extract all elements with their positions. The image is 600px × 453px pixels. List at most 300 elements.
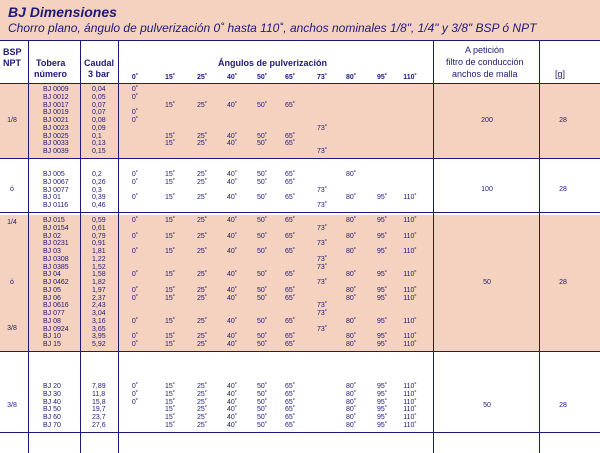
flow-value: 1,22 [92,255,106,263]
column-divider-4 [539,40,540,453]
angle-value: 110˚ [403,421,417,429]
angle-value: 25˚ [196,232,208,240]
angle-value: 95˚ [376,317,388,325]
angle-value: 0˚ [131,317,139,325]
angle-value: 80˚ [345,341,357,348]
angle-value: 0˚ [131,178,139,186]
flow-value: 0,07 [92,101,106,109]
angle-value: 73˚ [316,148,328,155]
column-divider-0 [28,40,29,453]
column-divider-2 [118,40,119,453]
angle-value: 25˚ [196,421,208,429]
header-angle-9: 110˚ [403,74,417,81]
tobera-number: BJ 0067 [43,178,69,186]
flow-value: 27,6 [92,421,106,429]
flow-value: 0,05 [92,93,106,101]
angle-value: 110˚ [403,217,417,224]
header-peso: [g] [555,69,566,79]
tobera-number: BJ 0019 [43,109,69,117]
angle-value: 40˚ [226,217,238,224]
angle-value: 15˚ [164,271,176,279]
flow-value: 11,8 [92,390,106,398]
flow-value: 1,52 [92,263,106,271]
angle-value: 40˚ [226,383,238,390]
angle-value: 80˚ [345,383,357,390]
angle-value: 95˚ [376,421,388,429]
tobera-number: BJ 40 [43,398,61,406]
angle-value: 80˚ [345,317,357,325]
angle-value: 25˚ [196,398,208,406]
angle-value: 15˚ [164,398,176,406]
angle-value: 95˚ [376,286,388,294]
flow-value: 19,7 [92,406,106,414]
angle-value: 65˚ [284,194,296,202]
group-bottom-line [0,432,600,433]
header-angle-8: 95˚ [376,74,388,81]
angle-value: 110˚ [403,317,417,325]
angle-value: 50˚ [256,421,268,429]
angle-value: 40˚ [226,333,238,341]
angle-value: 65˚ [284,406,296,414]
angle-value: 65˚ [284,232,296,240]
angle-value: 65˚ [284,286,296,294]
angle-value: 25˚ [196,390,208,398]
group-bottom-line [0,351,600,352]
group-size: ó [10,278,14,286]
angle-value: 40˚ [226,232,238,240]
group-weight: 28 [559,116,567,124]
tobera-number: BJ 077 [43,310,65,317]
angle-value: 95˚ [376,406,388,414]
angle-value: 40˚ [226,390,238,398]
angle-value: 25˚ [196,101,208,109]
flow-value: 0,08 [92,117,106,124]
flow-value: 0,79 [92,232,106,240]
tobera-number: BJ 06 [43,294,61,302]
group-size: ó [10,186,14,194]
header-bsp: BSP [3,47,22,57]
angle-value: 65˚ [284,294,296,302]
angle-value: 50˚ [256,383,268,390]
group-size: 1/8 [7,116,17,124]
angle-value: 110˚ [403,333,417,341]
angle-value: 65˚ [284,271,296,279]
header-tobera: Tobera [36,58,66,68]
angle-value: 25˚ [196,317,208,325]
tobera-number: BJ 70 [43,421,61,429]
angle-value: 0˚ [131,248,139,255]
angle-value: 65˚ [284,140,296,148]
group-weight: 28 [559,278,567,286]
angle-value: 80˚ [345,414,357,421]
angle-value: 40˚ [226,171,238,178]
angle-value: 65˚ [284,101,296,109]
angle-value: 25˚ [196,333,208,341]
tobera-number: BJ 015 [43,217,65,224]
flow-value: 0,1 [92,132,102,140]
angle-value: 73˚ [316,202,328,209]
angle-value: 50˚ [256,101,268,109]
angle-value: 95˚ [376,271,388,279]
angle-value: 15˚ [164,294,176,302]
angle-value: 73˚ [316,255,328,263]
angle-value: 25˚ [196,140,208,148]
group-weight: 28 [559,186,567,194]
angle-value: 15˚ [164,286,176,294]
angle-value: 15˚ [164,421,176,429]
header-angle-2: 25˚ [196,74,208,81]
angle-value: 73˚ [316,279,328,286]
tobera-number: BJ 01 [43,194,61,202]
angle-value: 0˚ [131,217,139,224]
angle-value: 0˚ [131,271,139,279]
angle-value: 25˚ [196,341,208,348]
angle-value: 95˚ [376,194,388,202]
angle-value: 25˚ [196,286,208,294]
group-bottom-line [0,212,600,213]
angle-value: 15˚ [164,248,176,255]
header-angle-4: 50˚ [256,74,268,81]
angle-value: 110˚ [403,232,417,240]
angle-value: 65˚ [284,398,296,406]
flow-value: 3,16 [92,317,106,325]
angle-value: 0˚ [131,109,139,117]
tobera-number: BJ 0033 [43,140,69,148]
angle-value: 0˚ [131,398,139,406]
angle-value: 73˚ [316,186,328,194]
tobera-number: BJ 08 [43,317,61,325]
tobera-number: BJ 04 [43,271,61,279]
angle-value: 15˚ [164,341,176,348]
header-angle-7: 80˚ [345,74,357,81]
group-mesh: 50 [483,278,491,286]
angle-value: 25˚ [196,271,208,279]
header-filtro: filtro de conducción [446,57,524,67]
flow-value: 0,2 [92,171,102,178]
angle-value: 40˚ [226,406,238,414]
flow-value: 0,3 [92,186,102,194]
angle-value: 15˚ [164,132,176,140]
tobera-number: BJ 0039 [43,148,69,155]
flow-value: 2,43 [92,302,106,310]
tobera-number: BJ 0308 [43,255,69,263]
group-size: 3/8 [7,324,17,332]
angle-value: 73˚ [316,310,328,317]
flow-value: 0,09 [92,124,106,132]
angle-value: 73˚ [316,302,328,310]
angle-value: 15˚ [164,101,176,109]
angle-value: 110˚ [403,294,417,302]
flow-value: 0,15 [92,148,106,155]
flow-value: 2,37 [92,294,106,302]
angle-value: 50˚ [256,140,268,148]
angle-value: 0˚ [131,232,139,240]
tobera-number: BJ 0924 [43,325,69,333]
angle-value: 95˚ [376,390,388,398]
angle-value: 95˚ [376,383,388,390]
angle-value: 65˚ [284,333,296,341]
tobera-number: BJ 0012 [43,93,69,101]
tobera-number: BJ 0116 [43,202,69,209]
angle-value: 15˚ [164,232,176,240]
angle-value: 25˚ [196,217,208,224]
header-malla: anchos de malla [452,69,518,79]
tobera-number: BJ 0154 [43,224,69,232]
angle-value: 73˚ [316,325,328,333]
angle-value: 65˚ [284,217,296,224]
angle-value: 0˚ [131,294,139,302]
angle-value: 95˚ [376,232,388,240]
flow-value: 0,13 [92,140,106,148]
header-angulos: Ángulos de pulverización [218,58,328,68]
angle-value: 40˚ [226,317,238,325]
angle-value: 65˚ [284,383,296,390]
angle-value: 110˚ [403,383,417,390]
angle-value: 40˚ [226,414,238,421]
angle-value: 15˚ [164,217,176,224]
angle-value: 80˚ [345,217,357,224]
angle-value: 50˚ [256,248,268,255]
header-angle-6: 73˚ [316,74,328,81]
tobera-number: BJ 30 [43,390,61,398]
angle-value: 95˚ [376,414,388,421]
angle-value: 0˚ [131,390,139,398]
page-subtitle: Chorro plano, ángulo de pulverización 0˚ hasta 110˚, anchos nominales 1/8", 1/4" y 3/8" BSP ó NPT [8,21,537,35]
group-band [0,84,600,158]
angle-value: 110˚ [403,398,417,406]
group-mesh: 100 [481,186,493,194]
angle-value: 50˚ [256,171,268,178]
angle-value: 95˚ [376,294,388,302]
angle-value: 50˚ [256,406,268,414]
angle-value: 15˚ [164,406,176,414]
angle-value: 110˚ [403,286,417,294]
angle-value: 110˚ [403,390,417,398]
angle-value: 40˚ [226,140,238,148]
angle-value: 25˚ [196,194,208,202]
angle-value: 0˚ [131,383,139,390]
angle-value: 50˚ [256,333,268,341]
tobera-number: BJ 0021 [43,117,69,124]
angle-value: 80˚ [345,294,357,302]
angle-value: 40˚ [226,341,238,348]
header-numero: número [34,69,68,79]
angle-value: 65˚ [284,171,296,178]
angle-value: 40˚ [226,194,238,202]
angle-value: 25˚ [196,132,208,140]
angle-value: 0˚ [131,194,139,202]
flow-value: 15,8 [92,398,106,406]
flow-value: 0,26 [92,178,106,186]
angle-value: 80˚ [345,333,357,341]
angle-value: 110˚ [403,341,417,348]
angle-value: 15˚ [164,383,176,390]
angle-value: 50˚ [256,286,268,294]
angle-value: 65˚ [284,421,296,429]
header-top-line [0,40,600,41]
angle-value: 0˚ [131,86,139,93]
group-size: 1/4 [7,219,17,226]
group-mesh: 200 [481,116,493,124]
angle-value: 73˚ [316,240,328,248]
angle-value: 80˚ [345,286,357,294]
angle-value: 25˚ [196,383,208,390]
angle-value: 40˚ [226,271,238,279]
angle-value: 25˚ [196,178,208,186]
tobera-number: BJ 20 [43,383,61,390]
column-divider-3 [433,40,434,453]
angle-value: 15˚ [164,171,176,178]
angle-value: 80˚ [345,271,357,279]
angle-value: 95˚ [376,217,388,224]
angle-value: 40˚ [226,248,238,255]
angle-value: 40˚ [226,421,238,429]
angle-value: 25˚ [196,414,208,421]
flow-value: 5,92 [92,341,106,348]
tobera-number: BJ 0009 [43,86,69,93]
angle-value: 0˚ [131,333,139,341]
tobera-number: BJ 0616 [43,302,69,310]
flow-value: 0,59 [92,217,106,224]
flow-value: 3,04 [92,310,106,317]
angle-value: 40˚ [226,398,238,406]
header-angle-1: 15˚ [164,74,176,81]
angle-value: 50˚ [256,232,268,240]
flow-value: 1,58 [92,271,106,279]
angle-value: 15˚ [164,140,176,148]
tobera-number: BJ 15 [43,341,61,348]
flow-value: 0,61 [92,224,106,232]
angle-value: 40˚ [226,294,238,302]
angle-value: 0˚ [131,93,139,101]
flow-value: 0,07 [92,109,106,117]
angle-value: 80˚ [345,171,357,178]
group-band [0,215,600,351]
tobera-number: BJ 0077 [43,186,69,194]
flow-value: 0,39 [92,194,106,202]
angle-value: 0˚ [131,117,139,124]
angle-value: 15˚ [164,414,176,421]
angle-value: 65˚ [284,341,296,348]
angle-value: 50˚ [256,178,268,186]
angle-value: 15˚ [164,333,176,341]
header-angle-3: 40˚ [226,74,238,81]
flow-value: 1,81 [92,248,106,255]
tobera-number: BJ 0462 [43,279,69,286]
angle-value: 110˚ [403,406,417,414]
header-peticion: A petición [465,45,505,55]
angle-value: 95˚ [376,248,388,255]
angle-value: 40˚ [226,178,238,186]
angle-value: 73˚ [316,224,328,232]
angle-value: 65˚ [284,132,296,140]
angle-value: 80˚ [345,398,357,406]
flow-value: 3,95 [92,333,106,341]
angle-value: 50˚ [256,217,268,224]
tobera-number: BJ 0385 [43,263,69,271]
tobera-number: BJ 10 [43,333,61,341]
group-size: 3/8 [7,402,17,410]
group-mesh: 50 [483,402,491,410]
angle-value: 95˚ [376,341,388,348]
angle-value: 65˚ [284,178,296,186]
header-caudal: Caudal [84,58,115,68]
angle-value: 15˚ [164,390,176,398]
header-bottom-line [0,83,600,84]
angle-value: 15˚ [164,317,176,325]
angle-value: 50˚ [256,194,268,202]
group-bottom-line [0,158,600,159]
tobera-number: BJ 0023 [43,124,69,132]
header-3bar: 3 bar [88,69,110,79]
flow-value: 3,65 [92,325,106,333]
angle-value: 50˚ [256,398,268,406]
angle-value: 110˚ [403,194,417,202]
flow-value: 7,89 [92,383,106,390]
angle-value: 110˚ [403,271,417,279]
angle-value: 80˚ [345,390,357,398]
angle-value: 80˚ [345,421,357,429]
angle-value: 65˚ [284,248,296,255]
angle-value: 110˚ [403,248,417,255]
header-angle-0: 0˚ [131,74,139,81]
flow-value: 0,46 [92,202,106,209]
angle-value: 65˚ [284,414,296,421]
angle-value: 50˚ [256,132,268,140]
angle-value: 65˚ [284,317,296,325]
angle-value: 110˚ [403,414,417,421]
angle-value: 15˚ [164,178,176,186]
angle-value: 40˚ [226,101,238,109]
angle-value: 0˚ [131,171,139,178]
angle-value: 73˚ [316,124,328,132]
tobera-number: BJ 0231 [43,240,69,248]
header-angle-5: 65˚ [284,74,296,81]
angle-value: 50˚ [256,390,268,398]
flow-value: 0,91 [92,240,106,248]
tobera-number: BJ 05 [43,286,61,294]
angle-value: 80˚ [345,194,357,202]
flow-value: 1,97 [92,286,106,294]
angle-value: 50˚ [256,414,268,421]
tobera-number: BJ 02 [43,232,61,240]
flow-value: 0,04 [92,86,106,93]
tobera-number: BJ 03 [43,248,61,255]
tobera-number: BJ 50 [43,406,61,414]
angle-value: 95˚ [376,398,388,406]
angle-value: 40˚ [226,286,238,294]
angle-value: 25˚ [196,294,208,302]
angle-value: 65˚ [284,390,296,398]
angle-value: 95˚ [376,333,388,341]
flow-value: 1,82 [92,279,106,286]
angle-value: 50˚ [256,317,268,325]
tobera-number: BJ 005 [43,171,65,178]
angle-value: 0˚ [131,341,139,348]
angle-value: 25˚ [196,406,208,414]
angle-value: 50˚ [256,341,268,348]
tobera-number: BJ 0025 [43,132,69,140]
flow-value: 23,7 [92,414,106,421]
group-weight: 28 [559,402,567,410]
column-divider-1 [80,40,81,453]
angle-value: 0˚ [131,286,139,294]
angle-value: 80˚ [345,232,357,240]
header-npt: NPT [3,58,21,68]
tobera-number: BJ 60 [43,414,61,421]
angle-value: 50˚ [256,271,268,279]
tobera-number: BJ 0017 [43,101,69,109]
